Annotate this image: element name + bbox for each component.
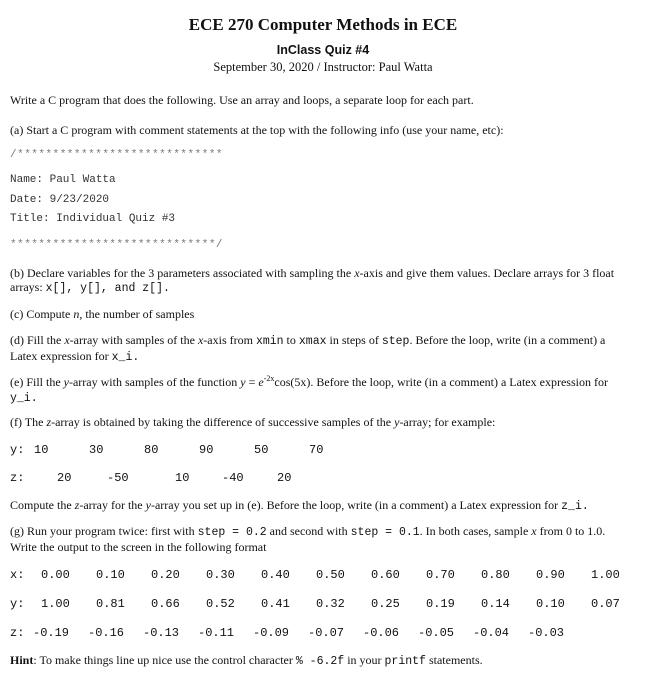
comment-date: Date: 9/23/2020 <box>10 194 110 206</box>
part-c-text: (c) Compute n, the number of samples <box>10 307 195 321</box>
example-y-value: 70 <box>309 443 324 457</box>
output-x-value: 0.30 <box>206 568 235 582</box>
output-x-value: 0.20 <box>151 568 180 582</box>
output-x-value: 0.90 <box>536 568 565 582</box>
comment-open: /***************************** <box>10 149 224 161</box>
output-z-value: -0.11 <box>198 626 235 640</box>
output-y-value: 0.25 <box>371 597 400 611</box>
output-x-value: 0.40 <box>261 568 290 582</box>
output-z-value: -0.09 <box>253 626 290 640</box>
comment-title: Title: Individual Quiz #3 <box>10 213 176 225</box>
date-instructor: September 30, 2020 / Instructor: Paul Watta <box>213 60 433 74</box>
output-z-value: -0.16 <box>88 626 125 640</box>
output-y-value: 0.81 <box>96 597 125 611</box>
page-title: ECE 270 Computer Methods in ECE <box>188 15 458 34</box>
output-z-value: -0.07 <box>308 626 345 640</box>
compute-z-text: Compute the z-array for the y-array you set up in (e). Before the loop, write (in a comment) a Latex expression for z_i. <box>10 498 589 513</box>
output-z-value: -0.19 <box>33 626 70 640</box>
output-z-value: -0.13 <box>143 626 180 640</box>
output-z-value: -0.05 <box>418 626 455 640</box>
output-x-value: 0.50 <box>316 568 345 582</box>
output-y-value: 0.07 <box>591 597 620 611</box>
output-y-value: 0.32 <box>316 597 345 611</box>
part-b-text: (b) Declare variables for the 3 parameters associated with sampling the x-axis and give them values. Declare arrays for 3 float arrays: x[], y[], and z[]. <box>10 266 615 295</box>
example-z-value: 10 <box>175 471 190 485</box>
quiz-title: InClass Quiz #4 <box>276 43 370 57</box>
hint-text: Hint: To make things line up nice use the control character % -6.2f in your printf statements. <box>10 653 483 668</box>
output-x-label: x: <box>10 568 25 582</box>
example-z-label: z: <box>10 471 25 485</box>
example-y-value: 30 <box>89 443 104 457</box>
output-x-value: 0.80 <box>481 568 510 582</box>
output-y-value: 0.66 <box>151 597 180 611</box>
output-y-label: y: <box>10 597 25 611</box>
output-y-value: 1.00 <box>41 597 70 611</box>
example-z-value: -40 <box>222 471 244 485</box>
part-e-text: (e) Fill the y-array with samples of the function $y = e^{-2x}\cos(5x)$. Before the loop, write (in a comment) a Latex expression for y_i. <box>10 374 608 405</box>
example-z-value: 20 <box>277 471 292 485</box>
output-x-value: 0.10 <box>96 568 125 582</box>
output-z-value: -0.03 <box>528 626 565 640</box>
output-y-value: 0.19 <box>426 597 455 611</box>
part-a-text: (a) Start a C program with comment statements at the top with the following info (use your name, etc): <box>10 123 504 137</box>
example-y-value: 90 <box>199 443 214 457</box>
output-z-value: -0.04 <box>473 626 510 640</box>
part-f-text: (f) The z-array is obtained by taking the difference of successive samples of the y-array; for example: <box>10 415 496 429</box>
intro-text: Write a C program that does the following. Use an array and loops, a separate loop for each part. <box>10 93 474 107</box>
output-z-label: z: <box>10 626 25 640</box>
example-z-value: 20 <box>57 471 72 485</box>
example-y-label: y: <box>10 443 25 457</box>
comment-name: Name: Paul Watta <box>10 174 116 186</box>
output-x-value: 0.60 <box>371 568 400 582</box>
example-z-value: -50 <box>107 471 129 485</box>
output-x-value: 0.00 <box>41 568 70 582</box>
output-y-value: 0.10 <box>536 597 565 611</box>
output-y-value: 0.14 <box>481 597 510 611</box>
example-y-value: 80 <box>144 443 159 457</box>
part-d-text: (d) Fill the x-array with samples of the x-axis from xmin to xmax in steps of step. Before the loop, write (in a comment) a Latex expression for x_i. <box>10 333 606 364</box>
output-x-value: 1.00 <box>591 568 620 582</box>
comment-close: *****************************/ <box>10 239 224 251</box>
example-y-value: 50 <box>254 443 269 457</box>
output-z-value: -0.06 <box>363 626 400 640</box>
output-y-value: 0.41 <box>261 597 290 611</box>
example-y-value: 10 <box>34 443 49 457</box>
part-g-text: (g) Run your program twice: first with step = 0.2 and second with step = 0.1. In both cases, sample x from 0 to 1.0. Write the output to the screen in the following format <box>10 524 606 554</box>
output-y-value: 0.52 <box>206 597 235 611</box>
output-x-value: 0.70 <box>426 568 455 582</box>
